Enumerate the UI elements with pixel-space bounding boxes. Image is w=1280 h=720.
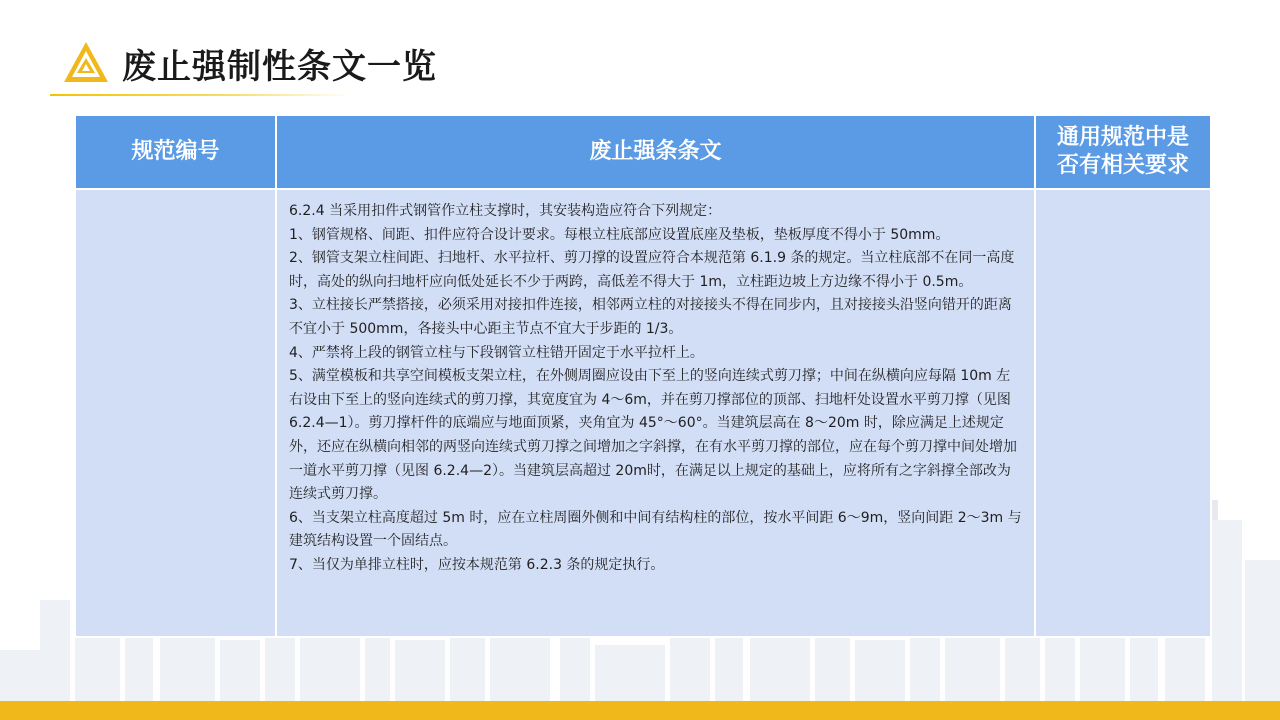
- clause-line: 3、立柱接长严禁搭接，必须采用对接扣件连接，相邻两立柱的对接接头不得在同步内，且对接接头沿竖向错开的距离不宜小于 500mm，各接头中心距主节点不宜大于步距的 1/3。: [289, 297, 1012, 337]
- column-header-general-requirement: 通用规范中是否有相关要求: [1035, 115, 1211, 189]
- clause-line: 7、当仅为单排立柱时，应按本规范第 6.2.3 条的规定执行。: [289, 556, 665, 573]
- clause-line: 6.2.4 当采用扣件式钢管作立柱支撑时，其安装构造应符合下列规定：: [289, 203, 722, 219]
- table-row: [75, 189, 1211, 637]
- clause-line: 5、满堂模板和共享空间模板支架立柱，在外侧周圈应设由下至上的竖向连续式剪刀撑；中间在纵横向应每隔 10m 左右设由下至上的竖向连续式的剪刀撑，其宽度宜为 4～6m，并在剪刀撑部位的顶部、扫地杆处设置水平剪刀撑（见图 6.2.4—1）。剪刀撑杆件的底端应与地面顶紧，夹角宜为 45°～60°。当建筑层高在 8～20m 时，除应满足上述规定外，还应在纵横向相邻的两竖向连续式剪刀撑之间增加之字斜撑，在有水平剪刀撑的部位，应在每个剪刀撑中间处增加一道水平剪刀撑（见图 6.2.4—2）。当建筑层高超过 20m时，在满足以上规定的基础上，应将所有之字斜撑全部改为连续式剪刀撑。: [289, 368, 1017, 503]
- clause-line: 1、钢管规格、间距、扣件应符合设计要求。每根立柱底部应设置底座及垫板，垫板厚度不得小于 50mm。: [289, 226, 950, 243]
- clause-line: 6、当支架立柱高度超过 5m 时，应在立柱周圈外侧和中间有结构柱的部位，按水平间距 6～9m，竖向间距 2～3m 与建筑结构设置一个固结点。: [289, 509, 1022, 550]
- abolished-clauses-table: [74, 114, 1212, 638]
- cell-general-requirement: [1035, 189, 1211, 637]
- clause-text: [277, 190, 1034, 582]
- triangle-logo-icon: [62, 40, 110, 84]
- clause-line: 4、严禁将上段的钢管立柱与下段钢管立柱错开固定于水平拉杆上。: [289, 344, 704, 361]
- page-title: 废止强制性条文一览: [122, 47, 437, 87]
- bottom-accent-bar: [0, 701, 1280, 720]
- cell-code: [75, 189, 276, 637]
- title-underline: [50, 94, 350, 96]
- table-header-row: [75, 115, 1211, 189]
- column-header-clause: 废止强条条文: [276, 115, 1035, 189]
- column-header-code: 规范编号: [75, 115, 276, 189]
- page-header: [0, 0, 1280, 110]
- cell-clause: [276, 189, 1035, 637]
- clause-line: 2、钢管支架立柱间距、扫地杆、水平拉杆、剪刀撑的设置应符合本规范第 6.1.9 条的规定。当立柱底部不在同一高度时，高处的纵向扫地杆应向低处延长不少于两跨，高低差不得大于 1m，立柱距边坡上方边缘不得小于 0.5m。: [289, 250, 1015, 290]
